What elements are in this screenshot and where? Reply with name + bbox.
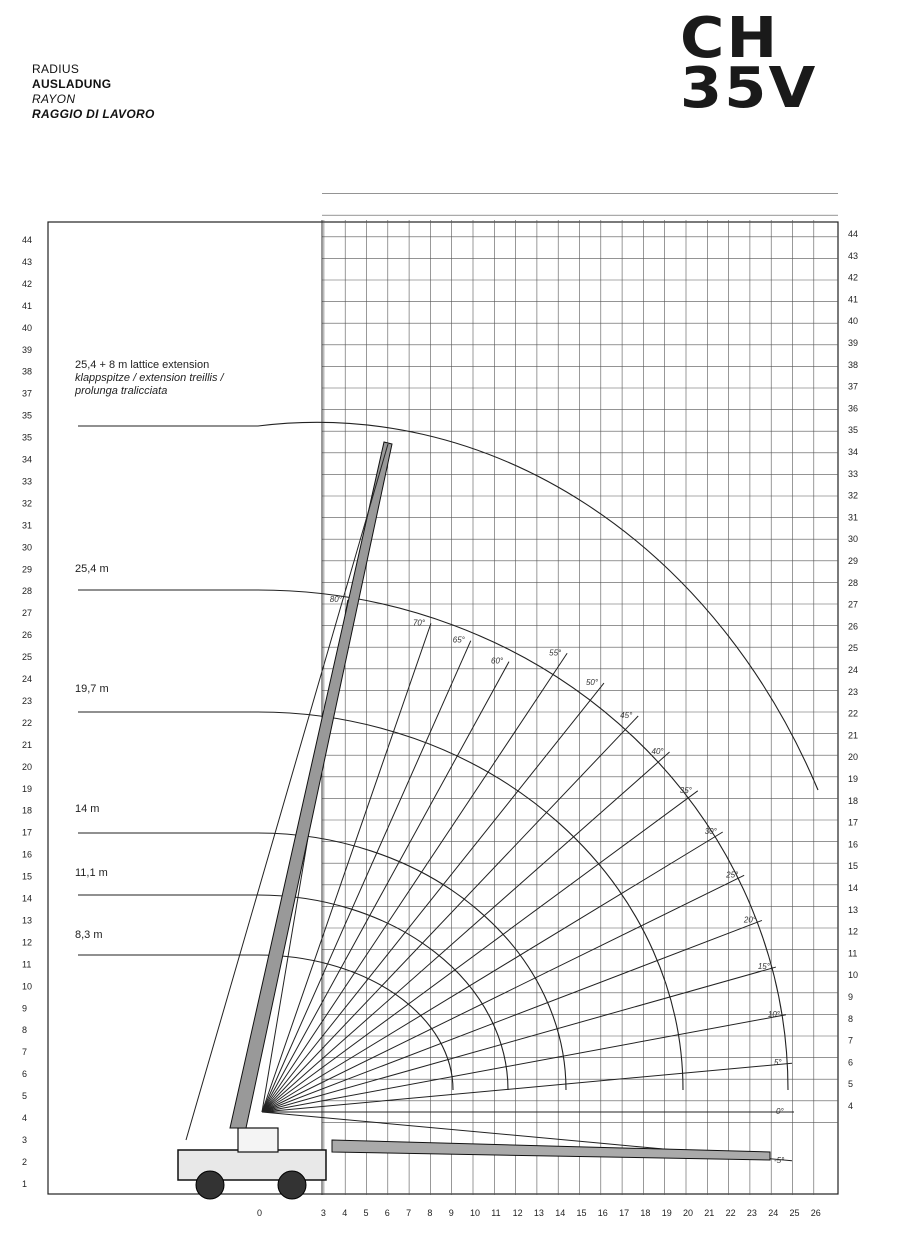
grid [48,194,838,1195]
crane-cab [238,1128,278,1152]
bottom-axis-tick: 5 [363,1208,369,1218]
left-axis-tick: 41 [22,300,33,311]
left-axis-tick: 21 [22,739,33,750]
left-axis-tick: 7 [22,1047,28,1058]
angle-label: 55° [549,648,562,658]
angle-label: 50° [585,678,599,688]
bottom-axis-tick: 15 [576,1208,587,1218]
angle-label: -5° [773,1155,785,1165]
left-axis-tick: 22 [22,717,33,728]
right-axis-tick: 30 [848,534,859,545]
left-axis-tick: 29 [22,564,33,575]
logo-line-2: 35V [680,56,818,121]
left-axis-tick: 31 [22,520,33,531]
left-axis-tick: 43 [22,256,33,267]
right-axis-tick: 40 [848,316,859,327]
right-axis-tick: 10 [848,970,859,981]
left-axis-tick: 11 [22,959,32,970]
angle-label: 35° [679,785,692,795]
left-axis-tick: 16 [22,849,33,860]
bottom-axis-tick: 26 [810,1208,821,1218]
left-axis-tick: 24 [22,674,33,684]
boom-length-label: 19,7 m [75,683,109,695]
left-axis-tick: 35 [22,432,33,443]
angle-ray [262,1063,792,1112]
boom-length-label: 14 m [75,803,100,815]
right-axis-tick: 7 [848,1035,854,1046]
right-axis-tick: 14 [848,883,859,893]
right-axis-tick: 21 [848,730,859,741]
right-axis-tick: 16 [848,839,859,850]
left-axis-tick: 6 [22,1069,28,1080]
left-axis-tick: 40 [22,322,33,333]
right-axis-tick: 9 [848,992,854,1002]
right-axis-tick: 39 [848,338,859,348]
right-axis-tick: 26 [848,621,859,632]
left-axis-tick: 32 [22,498,33,509]
right-axis-tick: 27 [848,599,859,610]
radius-label-de: AUSLADUNG [32,77,112,91]
angle-label: 10° [767,1009,781,1019]
left-axis-tick: 33 [22,476,33,487]
right-axis-tick: 35 [848,425,859,436]
left-axis-tick: 34 [22,454,33,465]
radius-label-fr: RAYON [32,92,76,106]
bottom-axis-tick: 16 [597,1208,608,1218]
boom-length-arc [78,590,788,1090]
bottom-axis-tick: 24 [768,1208,779,1218]
angle-rays [262,600,794,1161]
radius-label-en: RADIUS [32,62,80,76]
boom-length-label: 25,4 m [75,563,109,575]
right-axis-tick: 31 [848,512,859,523]
bottom-axis-tick: 4 [342,1208,348,1218]
left-axis-tick: 9 [22,1003,28,1014]
angle-label: 15° [757,962,770,972]
bottom-axis-tick: 0 [257,1208,263,1218]
bottom-axis-tick: 11 [491,1208,501,1218]
left-axis-tick: 25 [22,652,33,663]
right-axis-tick: 32 [848,490,859,501]
right-axis-tick: 36 [848,403,859,414]
boom-length-label: klappspitze / extension treillis / [75,372,224,384]
right-axis-tick: 22 [848,708,859,719]
boom-line [186,444,388,1140]
right-axis-tick: 12 [848,926,859,937]
right-axis-tick: 25 [848,643,859,654]
left-axis-tick: 30 [22,542,33,553]
radius-label-it: RAGGIO DI LAVORO [32,107,155,121]
right-axis-tick: 13 [848,904,859,915]
right-axis-tick: 4 [848,1101,854,1111]
bottom-axis-tick: 7 [406,1208,412,1218]
bottom-axis-tick: 10 [470,1208,481,1218]
right-axis-tick: 11 [848,948,858,959]
right-axis-tick: 15 [848,861,859,872]
angle-ray [262,967,776,1112]
right-axis-tick: 38 [848,359,859,370]
left-axis-tick: 28 [22,586,33,597]
bottom-axis-tick: 14 [555,1208,566,1218]
angle-label: 20° [743,915,757,925]
bottom-axis-tick: 17 [619,1208,630,1218]
left-axis-tick: 12 [22,937,33,948]
bottom-axis-tick: 19 [661,1208,672,1218]
left-axis-tick: 14 [22,893,33,904]
right-axis-tick: 43 [848,250,859,261]
bottom-axis-tick: 8 [427,1208,433,1218]
angle-label: 25° [726,870,739,880]
boom-length-label: 25,4 + 8 m lattice extension [75,359,210,371]
left-axis-tick: 39 [22,344,33,355]
left-axis-tick: 26 [22,630,33,641]
angle-label: 60° [491,656,504,666]
right-axis-tick: 24 [848,665,859,675]
bottom-axis-tick: 3 [320,1208,326,1218]
left-axis-tick: 38 [22,366,33,377]
left-axis-tick: 18 [22,805,33,816]
left-axis-tick: 23 [22,695,33,706]
left-axis-tick: 3 [22,1134,28,1145]
angle-label: 45° [620,711,633,721]
left-axis-tick: 8 [22,1025,28,1036]
left-axis-tick: 19 [22,783,33,794]
angle-ray [262,920,762,1112]
angle-label: 80° [329,594,342,604]
angle-label: 30° [704,827,717,836]
bottom-axis-tick: 25 [789,1208,800,1218]
left-axis-tick: 1 [22,1178,28,1189]
right-axis-tick: 34 [848,447,859,457]
angle-label: 0° [776,1107,784,1116]
left-axis-tick: 44 [22,235,33,245]
logo-line-1: CH [680,6,780,71]
left-axis-tick: 20 [22,761,33,772]
angle-ray [262,832,723,1112]
right-axis-tick: 23 [848,686,859,697]
left-axis-tick: 17 [22,827,33,838]
bottom-axis-tick: 12 [512,1208,523,1218]
left-axis-tick: 4 [22,1113,28,1123]
right-axis-tick: 42 [848,272,859,283]
right-axis-tick: 6 [848,1057,854,1068]
left-axis-tick: 15 [22,871,33,882]
bottom-axis-tick: 22 [725,1208,736,1218]
angle-label: 5° [773,1058,782,1068]
angle-label: 70° [412,618,426,628]
bottom-axis-tick: 21 [704,1208,715,1218]
left-axis-tick: 2 [22,1156,28,1167]
left-axis-tick: 37 [22,388,33,399]
bottom-axis-tick: 18 [640,1208,651,1218]
boom-length-label: 11,1 m [75,867,108,879]
crane-wheel [278,1171,306,1199]
angle-ray [262,875,744,1112]
right-axis-tick: 17 [848,817,859,828]
left-axis-tick: 5 [22,1091,28,1102]
right-axis-tick: 44 [848,229,859,239]
boom-length-label: prolunga tralicciata [75,385,168,397]
left-axis-tick: 27 [22,608,33,619]
right-axis-tick: 20 [848,752,859,763]
right-axis-tick: 37 [848,381,859,392]
left-axis-tick: 35 [22,410,33,421]
crane-boom [230,442,392,1128]
left-axis-tick: 10 [22,981,33,992]
angle-ray [262,623,431,1112]
bottom-axis-tick: 9 [448,1208,454,1218]
right-axis-tick: 18 [848,795,859,806]
bottom-axis-tick: 23 [746,1208,757,1218]
bottom-axis-tick: 20 [683,1208,694,1218]
left-axis-tick: 13 [22,915,33,926]
left-axis-tick: 42 [22,278,33,289]
boom-length-label: 8,3 m [75,929,103,941]
right-axis-tick: 5 [848,1079,854,1090]
bottom-axis-tick: 6 [384,1208,390,1218]
angle-label: 40° [651,747,664,757]
right-axis-tick: 28 [848,577,859,588]
right-axis-tick: 29 [848,556,859,566]
right-axis-tick: 41 [848,294,859,305]
right-axis-tick: 8 [848,1013,854,1024]
crane-wheel [196,1171,224,1199]
angle-label: 65° [452,635,465,645]
labels [22,229,858,1218]
horizontal-boom [332,1140,770,1160]
bottom-axis-tick: 13 [533,1208,544,1218]
right-axis-tick: 19 [848,774,859,784]
right-axis-tick: 33 [848,468,859,479]
